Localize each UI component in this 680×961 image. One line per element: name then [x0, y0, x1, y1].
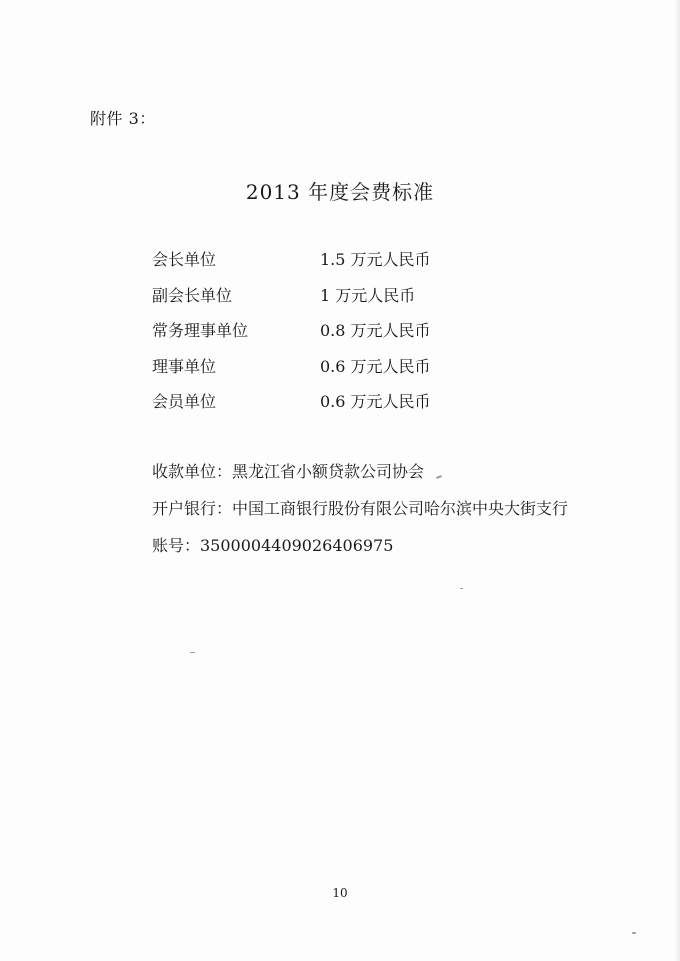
- fee-level-label: 会员单位: [152, 392, 217, 411]
- fee-row: [152, 249, 482, 285]
- fee-amount-value: 0.8 万元人民币: [320, 321, 431, 340]
- bank-name-line: 开户银行：中国工商银行股份有限公司哈尔滨中央大街支行: [152, 499, 569, 518]
- fee-amount-value: 0.6 万元人民币: [320, 356, 431, 376]
- fee-amount-value: 1 万元人民币: [320, 285, 416, 305]
- fee-row: [152, 285, 482, 321]
- fee-level-label: 副会长单位: [152, 285, 233, 305]
- payment-info: [152, 461, 568, 572]
- fee-amount-value: 0.6 万元人民币: [320, 392, 431, 411]
- scan-speck: [460, 588, 463, 589]
- account-number-line: 账号：3500004409026406975: [152, 536, 394, 555]
- scan-speck: [190, 652, 195, 653]
- page-number: 10: [332, 886, 348, 900]
- fee-row: [152, 391, 482, 427]
- fee-level-label: 理事单位: [152, 356, 217, 376]
- document-title: 2013 年度会费标准: [245, 180, 435, 204]
- fee-level-label: 常务理事单位: [152, 321, 249, 340]
- scan-speck: [632, 932, 636, 934]
- fee-row: [152, 320, 482, 356]
- fee-level-label: 会长单位: [152, 250, 217, 269]
- payee-line: 收款单位：黑龙江省小额贷款公司协会: [152, 462, 425, 481]
- scan-edge-shadow: [674, 0, 680, 961]
- fee-amount-value: 1.5 万元人民币: [320, 250, 431, 269]
- attachment-label: 附件 3：: [90, 109, 156, 128]
- fee-row: [152, 356, 482, 392]
- fee-schedule-list: [152, 249, 482, 427]
